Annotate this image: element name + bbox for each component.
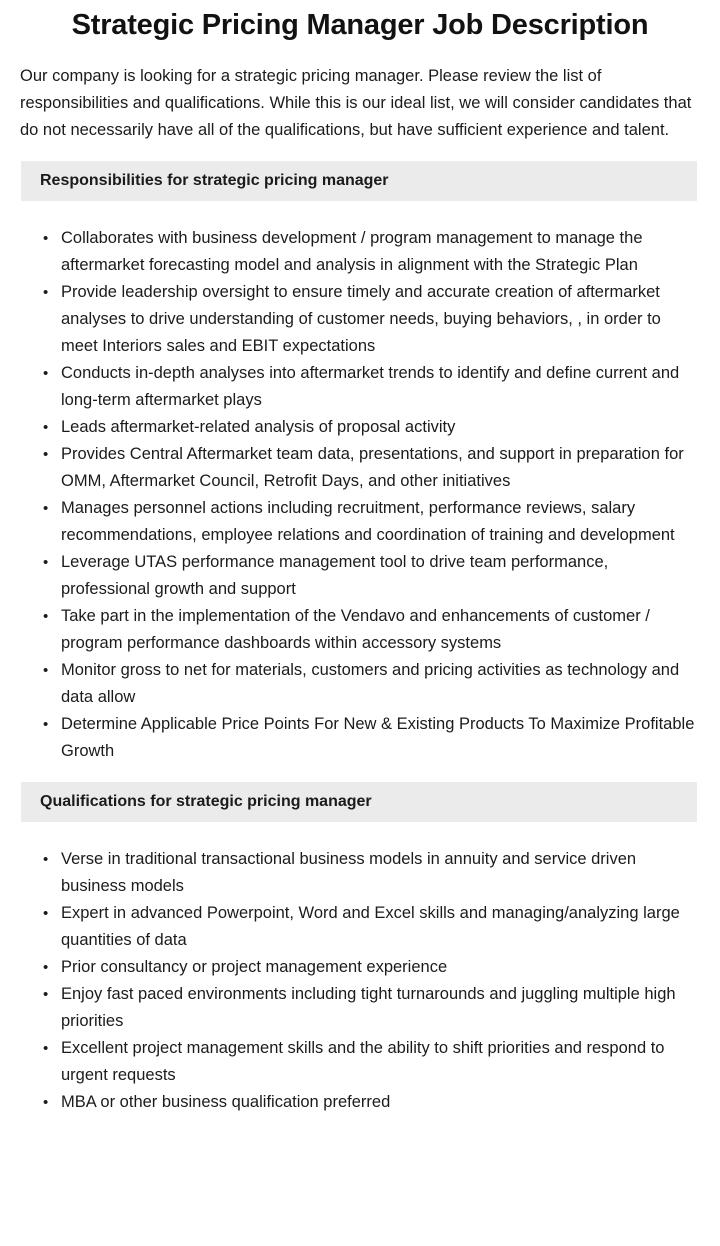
list-item (20, 360, 700, 414)
qualifications-section-header: Qualifications for strategic pricing manager (21, 782, 697, 822)
list-item-text: Expert in advanced Powerpoint, Word and Excel skills and managing/analyzing large quantities of data (61, 904, 680, 949)
list-item-text: Leads aftermarket-related analysis of proposal activity (61, 418, 456, 436)
bullet-icon: • (43, 284, 49, 301)
bullet-icon: • (43, 608, 49, 625)
list-item (20, 603, 700, 657)
list-item-text: Provide leadership oversight to ensure timely and accurate creation of aftermarket analyses to drive understanding of customer needs, buying behaviors, , in order to meet Interiors sales and EBIT expectations (61, 283, 661, 355)
list-item-text: Manages personnel actions including recruitment, performance reviews, salary recommendations, employee relations and coordination of training and development (61, 499, 675, 544)
bullet-icon: • (43, 662, 49, 679)
bullet-icon: • (43, 986, 49, 1003)
bullet-icon: • (43, 419, 49, 436)
list-item-text: Excellent project management skills and the ability to shift priorities and respond to urgent requests (61, 1039, 665, 1084)
list-item-text: Determine Applicable Price Points For New & Existing Products To Maximize Profitable Growth (61, 715, 695, 760)
list-item (20, 1089, 700, 1116)
list-item (20, 549, 700, 603)
page-title: Strategic Pricing Manager Job Description (71, 9, 649, 41)
responsibilities-list (20, 225, 700, 765)
bullet-icon: • (43, 851, 49, 868)
bullet-icon: • (43, 1040, 49, 1057)
qualifications-list (20, 846, 700, 1116)
bullet-icon: • (43, 230, 49, 247)
list-item-text: Provides Central Aftermarket team data, presentations, and support in preparation for OMM, Aftermarket Council, Retrofit Days, and other initiatives (61, 445, 684, 490)
bullet-icon: • (43, 500, 49, 517)
bullet-icon: • (43, 959, 49, 976)
bullet-icon: • (43, 716, 49, 733)
list-item-text: Enjoy fast paced environments including tight turnarounds and juggling multiple high priorities (61, 985, 676, 1030)
list-item-text: Monitor gross to net for materials, customers and pricing activities as technology and data allow (61, 661, 680, 706)
responsibilities-section-header: Responsibilities for strategic pricing manager (21, 161, 697, 201)
bullet-icon: • (43, 554, 49, 571)
bullet-icon: • (43, 1094, 49, 1111)
list-item (20, 279, 700, 360)
list-item-text: Take part in the implementation of the Vendavo and enhancements of customer / program performance dashboards within accessory systems (61, 607, 650, 652)
list-item-text: Collaborates with business development / program management to manage the aftermarket forecasting model and analysis in alignment with the Strategic Plan (61, 229, 643, 274)
list-item-text: MBA or other business qualification preferred (61, 1093, 391, 1111)
list-item-text: Conducts in-depth analyses into aftermarket trends to identify and define current and long-term aftermarket plays (61, 364, 680, 409)
bullet-icon: • (43, 365, 49, 382)
intro-paragraph: Our company is looking for a strategic pricing manager. Please review the list of responsibilities and qualifications. While this is our ideal list, we will consider candidates that do not necessarily have all of the qualifications, but have sufficient experience and talent. (20, 67, 692, 139)
list-item-text: Leverage UTAS performance management tool to drive team performance, professional growth and support (61, 553, 609, 598)
list-item (20, 981, 700, 1035)
bullet-icon: • (43, 446, 49, 463)
list-item (20, 900, 700, 954)
bullet-icon: • (43, 905, 49, 922)
list-item-text: Verse in traditional transactional business models in annuity and service driven business models (61, 850, 637, 895)
list-item (20, 495, 700, 549)
list-item (20, 711, 700, 765)
list-item-text: Prior consultancy or project management experience (61, 958, 448, 976)
list-item (20, 657, 700, 711)
list-item (20, 846, 700, 900)
list-item (20, 1035, 700, 1089)
list-item (20, 225, 700, 279)
list-item (20, 414, 700, 441)
list-item (20, 954, 700, 981)
list-item (20, 441, 700, 495)
